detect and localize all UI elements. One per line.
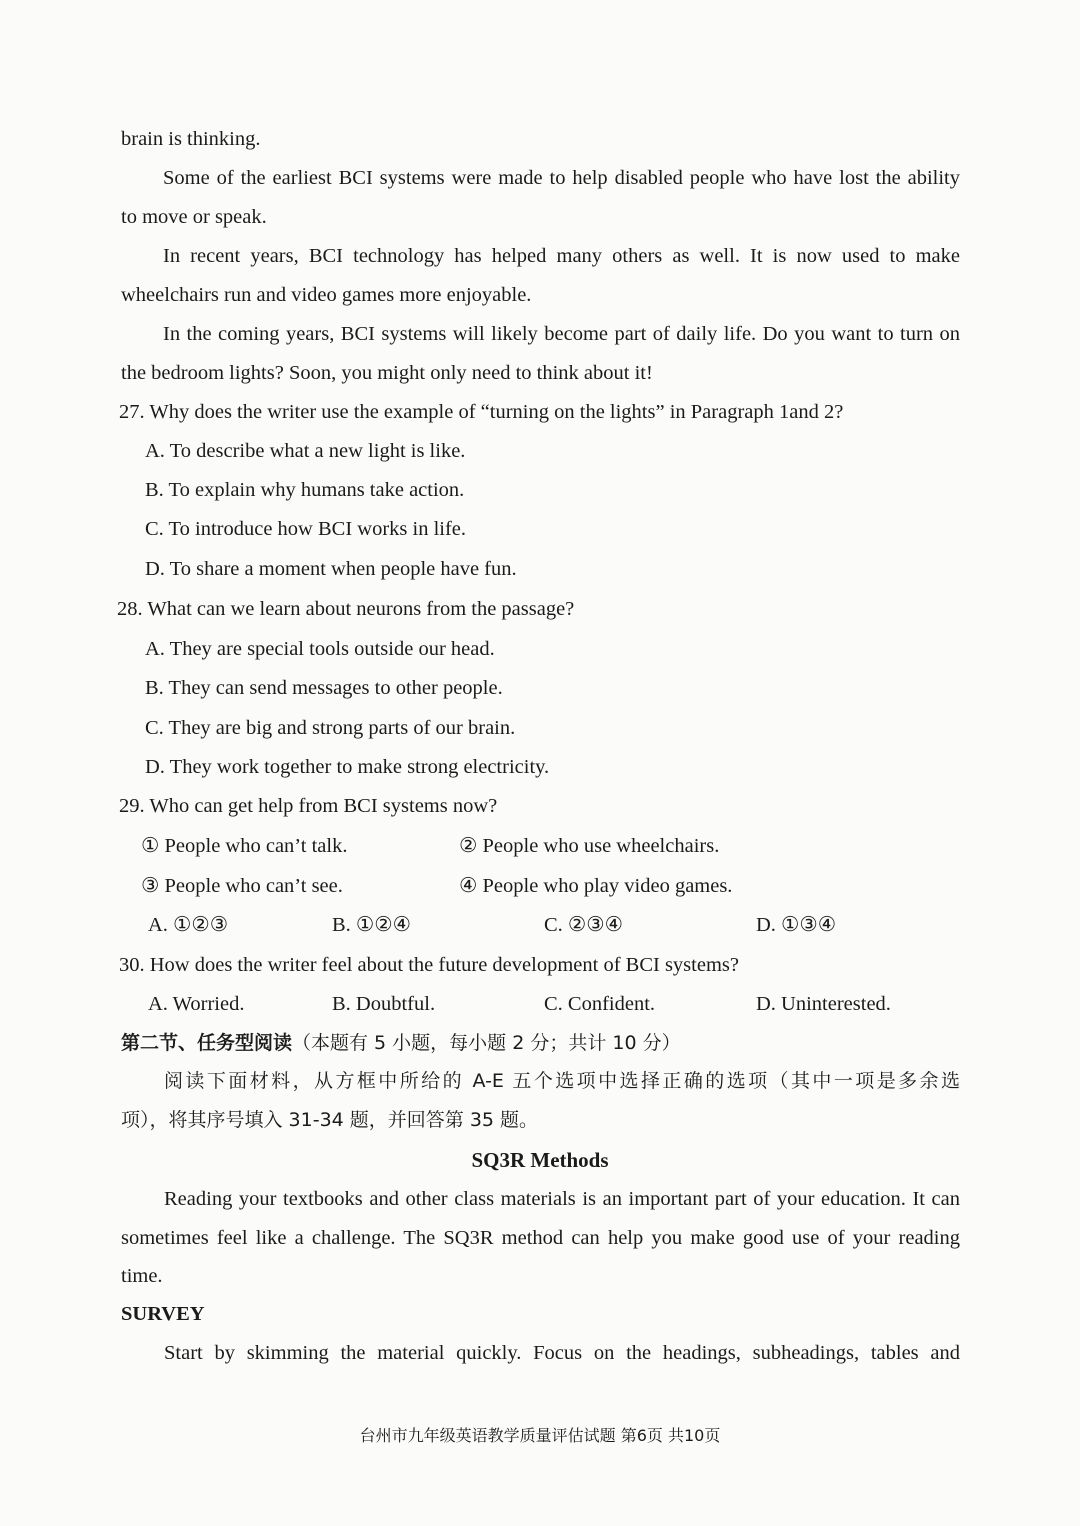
question-29-stem: 29. Who can get help from BCI systems now? [119, 795, 498, 817]
article-line: Reading your textbooks and other class materials is an important part of your education. It can [164, 1188, 960, 1210]
q29-option-a: A. ①②③ [148, 914, 229, 936]
q30-option-d: D. Uninterested. [756, 993, 891, 1015]
q28-option-a: A. They are special tools outside our head. [145, 638, 495, 660]
article-line: Start by skimming the material quickly. Focus on the headings, subheadings, tables and [164, 1342, 960, 1364]
passage-line: In the coming years, BCI systems will likely become part of daily life. Do you want to turn on [163, 323, 960, 345]
section-heading-scoring: （本题有 5 小题，每小题 2 分；共计 10 分） [292, 1032, 681, 1054]
passage-line: wheelchairs run and video games more enjoyable. [121, 284, 532, 306]
question-27-stem: 27. Why does the writer use the example of “turning on the lights” in Paragraph 1and 2? [119, 401, 844, 423]
page-footer: 台州市九年级英语教学质量评估试题 第6页 共10页 [359, 1426, 721, 1445]
passage-line: In recent years, BCI technology has helped many others as well. It is now used to make [163, 245, 960, 267]
q30-option-c: C. Confident. [544, 993, 656, 1015]
q29-item-2: ② People who use wheelchairs. [459, 835, 720, 857]
q27-option-b: B. To explain why humans take action. [145, 479, 465, 501]
q29-option-b: B. ①②④ [332, 914, 412, 936]
q29-item-3: ③ People who can’t see. [141, 875, 343, 897]
q29-item-4: ④ People who play video games. [459, 875, 733, 897]
passage-line: the bedroom lights? Soon, you might only need to think about it! [121, 362, 653, 384]
passage-line: brain is thinking. [121, 128, 261, 150]
passage-line: Some of the earliest BCI systems were made to help disabled people who have lost the ability [163, 167, 960, 189]
q27-option-d: D. To share a moment when people have fun. [145, 558, 517, 580]
passage-line: to move or speak. [121, 206, 267, 228]
question-30-stem: 30. How does the writer feel about the future development of BCI systems? [119, 954, 739, 976]
q27-option-c: C. To introduce how BCI works in life. [145, 518, 467, 540]
q27-option-a: A. To describe what a new light is like. [145, 440, 466, 462]
article-line: sometimes feel like a challenge. The SQ3R method can help you make good use of your reading [121, 1227, 960, 1249]
article-title: SQ3R Methods [471, 1148, 609, 1172]
q29-option-c: C. ②③④ [544, 914, 624, 936]
section-instructions-line: 项），将其序号填入 31-34 题，并回答第 35 题。 [121, 1109, 539, 1131]
article-line: time. [121, 1265, 163, 1287]
article-subheading: SURVEY [121, 1303, 205, 1325]
section-heading-bold: 第二节、任务型阅读 [121, 1032, 293, 1054]
q29-option-d: D. ①③④ [756, 914, 837, 936]
q28-option-c: C. They are big and strong parts of our brain. [145, 717, 516, 739]
q30-option-b: B. Doubtful. [332, 993, 436, 1015]
question-28-stem: 28. What can we learn about neurons from the passage? [117, 598, 575, 620]
q28-option-b: B. They can send messages to other people. [145, 677, 503, 699]
q30-option-a: A. Worried. [148, 993, 245, 1015]
q29-item-1: ① People who can’t talk. [141, 835, 348, 857]
section-heading [121, 1030, 681, 1056]
section-instructions-line: 阅读下面材料，从方框中所给的 A-E 五个选项中选择正确的选项（其中一项是多余选 [164, 1070, 960, 1092]
q28-option-d: D. They work together to make strong electricity. [145, 756, 550, 778]
